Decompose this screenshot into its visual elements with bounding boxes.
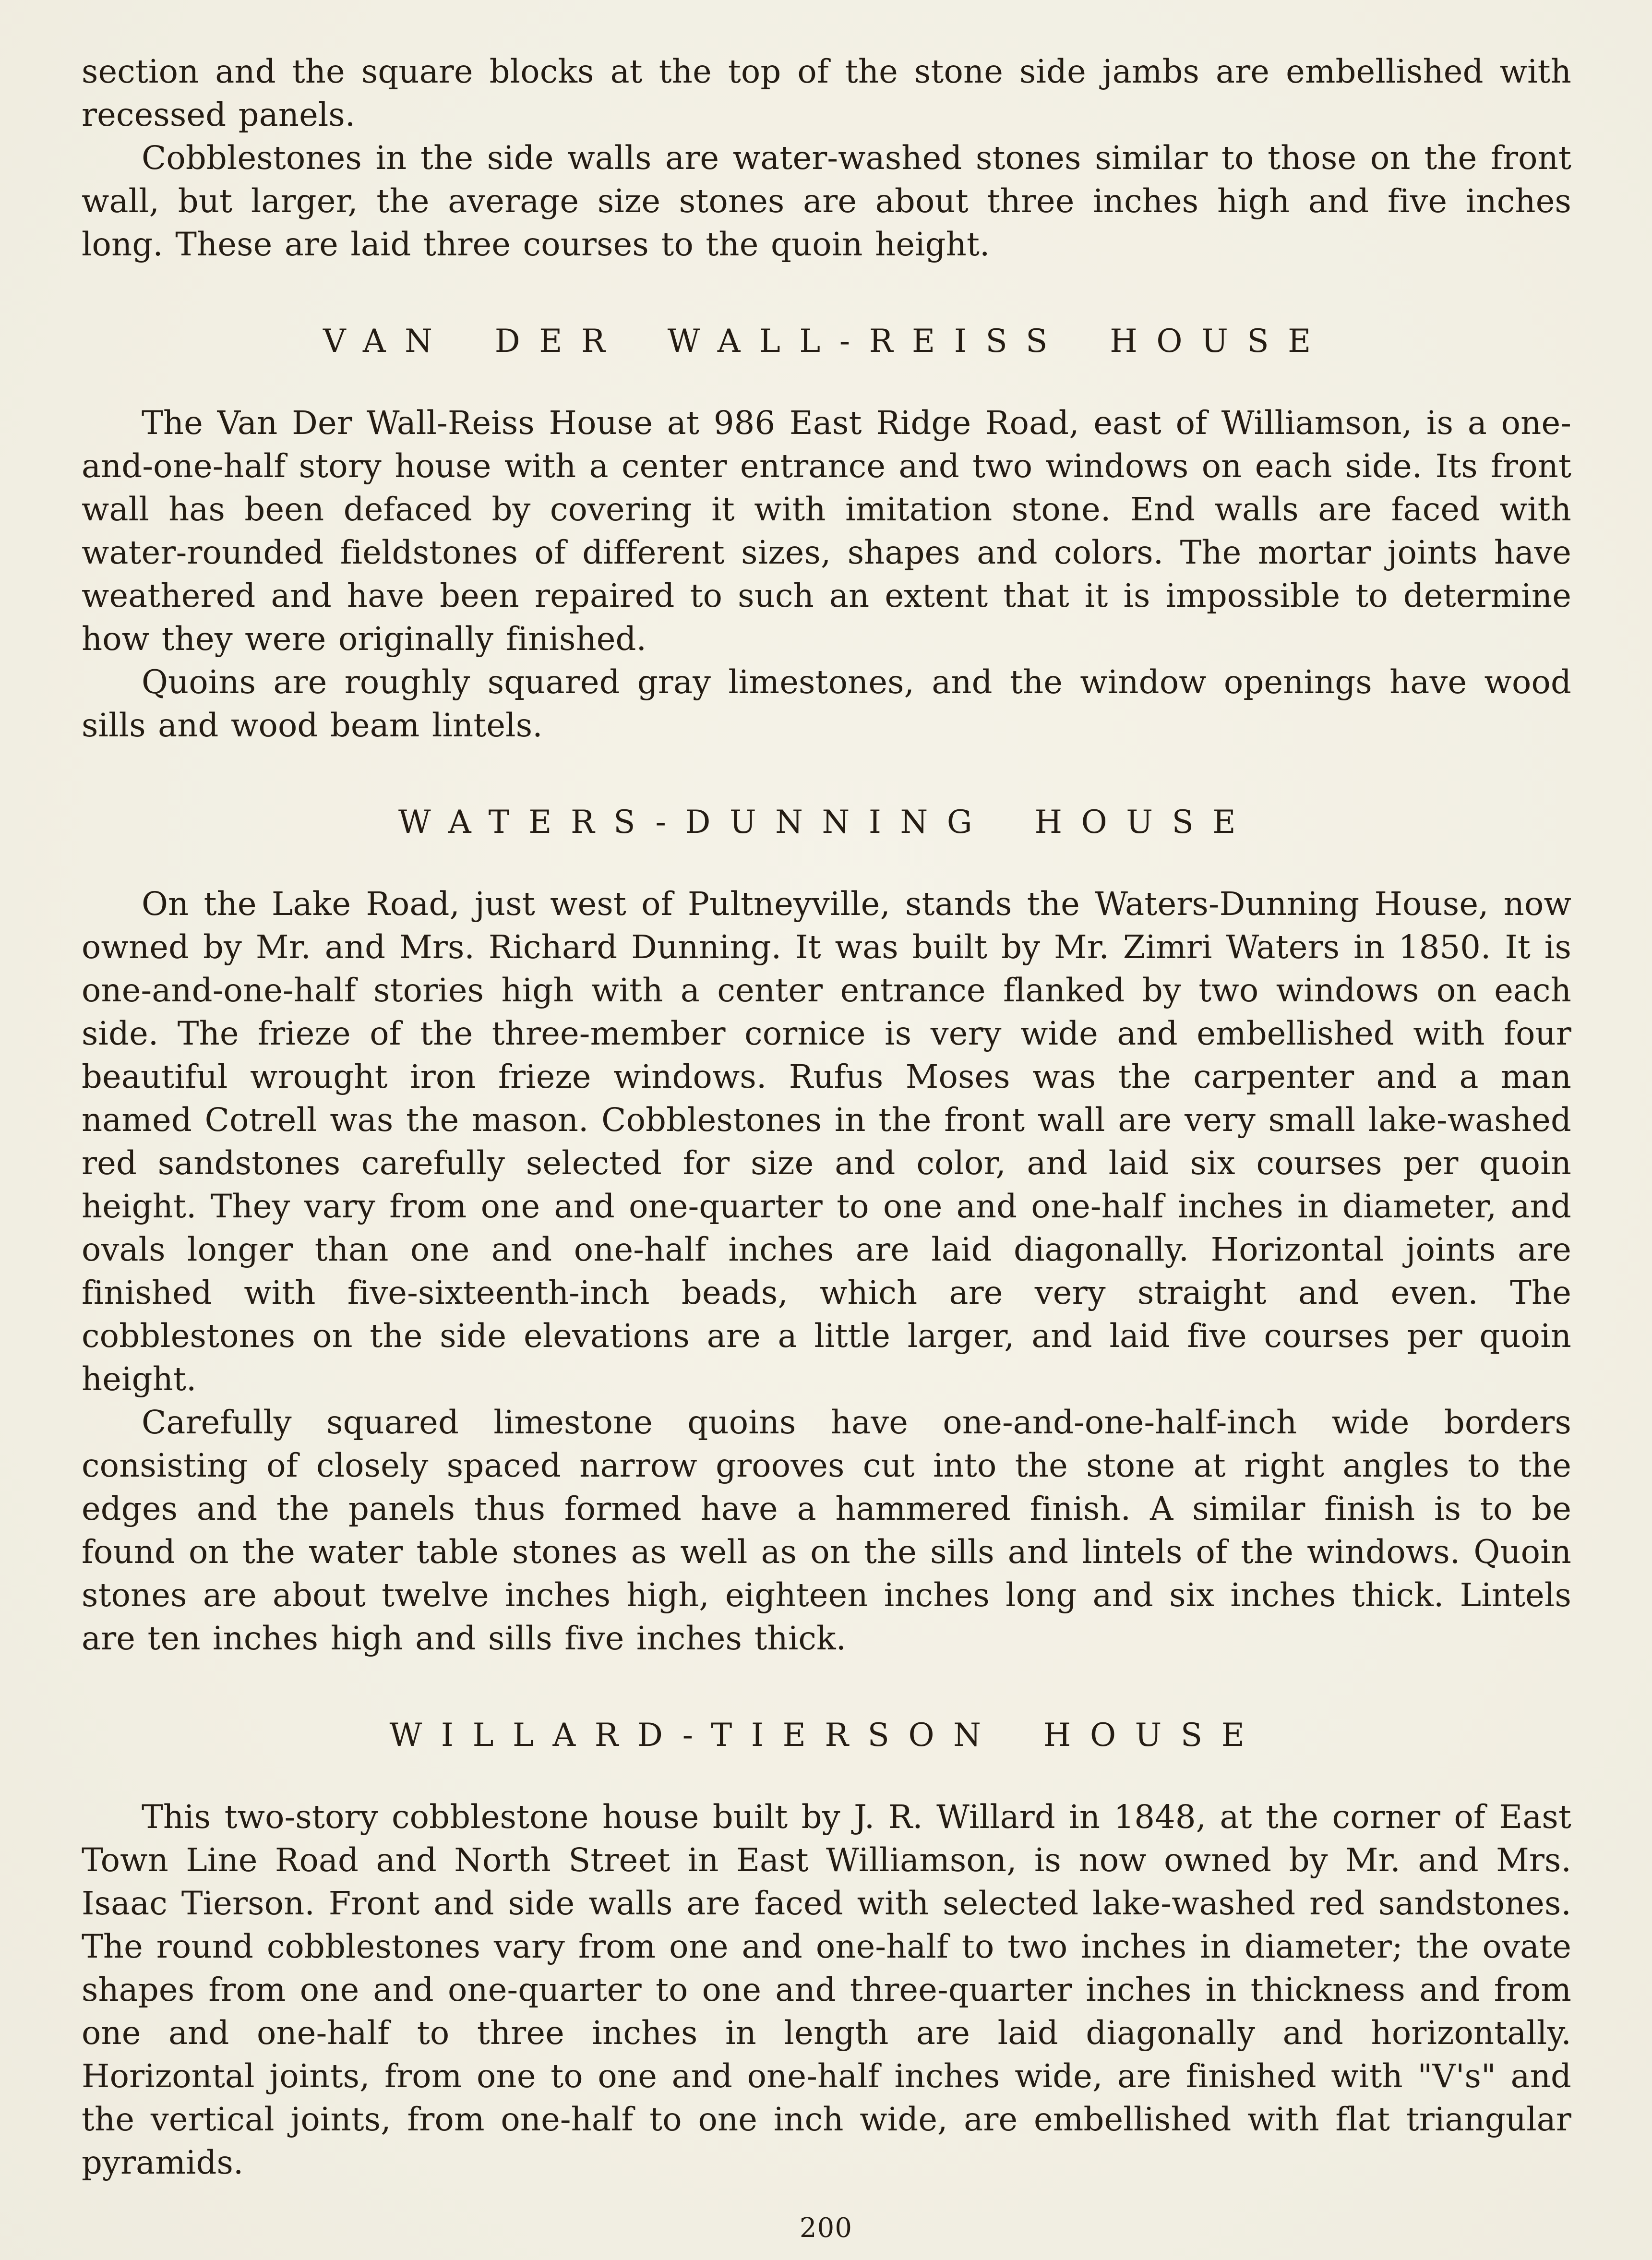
paragraph-continuation: section and the square blocks at the top of the stone side jambs are embellished with recessed panels. [82, 53, 1571, 133]
section-heading-van-der-wall-reiss-house: VAN DER WALL-REISS HOUSE [323, 323, 1330, 360]
section-heading-waters-dunning-house: WATERS-DUNNING HOUSE [398, 804, 1255, 841]
page-number: 200 [799, 2212, 853, 2244]
page-text-block [82, 0, 1571, 2184]
paragraph-van-der-wall-reiss-description: The Van Der Wall-Reiss House at 986 East Ridge Road, east of Williamson, is a one-and-one-half story house with a center entrance and two windows on each side. Its front wall has been defaced by covering it with imitation stone. End walls are faced with water-rounded fieldstones of different sizes, shapes and colors. The mortar joints have weathered and have been repaired to such an extent that it is impossible to determine how they were originally finished. [82, 404, 1571, 658]
paragraph-waters-dunning-description: On the Lake Road, just west of Pultneyville, stands the Waters-Dunning House, now owned by Mr. and Mrs. Richard Dunning. It was built by Mr. Zimri Waters in 1850. It is one-and-one-half stories high with a center entrance flanked by two windows on each side. The frieze of the three-member cornice is very wide and embellished with four beautiful wrought iron frieze windows. Rufus Moses was the carpenter and a man named Cotrell was the mason. Cobblestones in the front wall are very small lake-washed red sandstones carefully selected for size and color, and laid six courses per quoin height. They vary from one and one-quarter to one and one-half inches in diameter, and ovals longer than one and one-half inches are laid diagonally. Horizontal joints are finished with five-sixteenth-inch beads, which are very straight and even. The cobblestones on the side elevations are a little larger, and laid five courses per quoin height. [82, 885, 1571, 1398]
section-heading-willard-tierson-house: WILLARD-TIERSON HOUSE [389, 1717, 1264, 1754]
paragraph-willard-tierson-description: This two-story cobblestone house built by J. R. Willard in 1848, at the corner of East Town Line Road and North Street in East Williamson, is now owned by Mr. and Mrs. Isaac Tierson. Front and side walls are faced with selected lake-washed red sandstones. The round cobblestones vary from one and one-half to two inches in diameter; the ovate shapes from one and one-quarter to one and three-quarter inches in thickness and from one and one-half to three inches in length are laid diagonally and horizontally. Horizontal joints, from one to one and one-half inches wide, are finished with "V's" and the vertical joints, from one-half to one inch wide, are embellished with flat triangular pyramids. [82, 1798, 1571, 2181]
paragraph-van-der-wall-reiss-quoins: Quoins are roughly squared gray limestones, and the window openings have wood sills and wood beam lintels. [82, 663, 1571, 744]
paragraph-waters-dunning-quoins: Carefully squared limestone quoins have one-and-one-half-inch wide borders consisting of closely spaced narrow grooves cut into the stone at right angles to the edges and the panels thus formed have a hammered finish. A similar finish is to be found on the water table stones as well as on the sills and lintels of the windows. Quoin stones are about twelve inches high, eighteen inches long and six inches thick. Lintels are ten inches high and sills five inches thick. [82, 1404, 1571, 1657]
paragraph-cobblestones-side-walls: Cobblestones in the side walls are water-washed stones similar to those on the front wall, but larger, the average size stones are about three inches high and five inches long. These are laid three courses to the quoin height. [82, 139, 1571, 263]
